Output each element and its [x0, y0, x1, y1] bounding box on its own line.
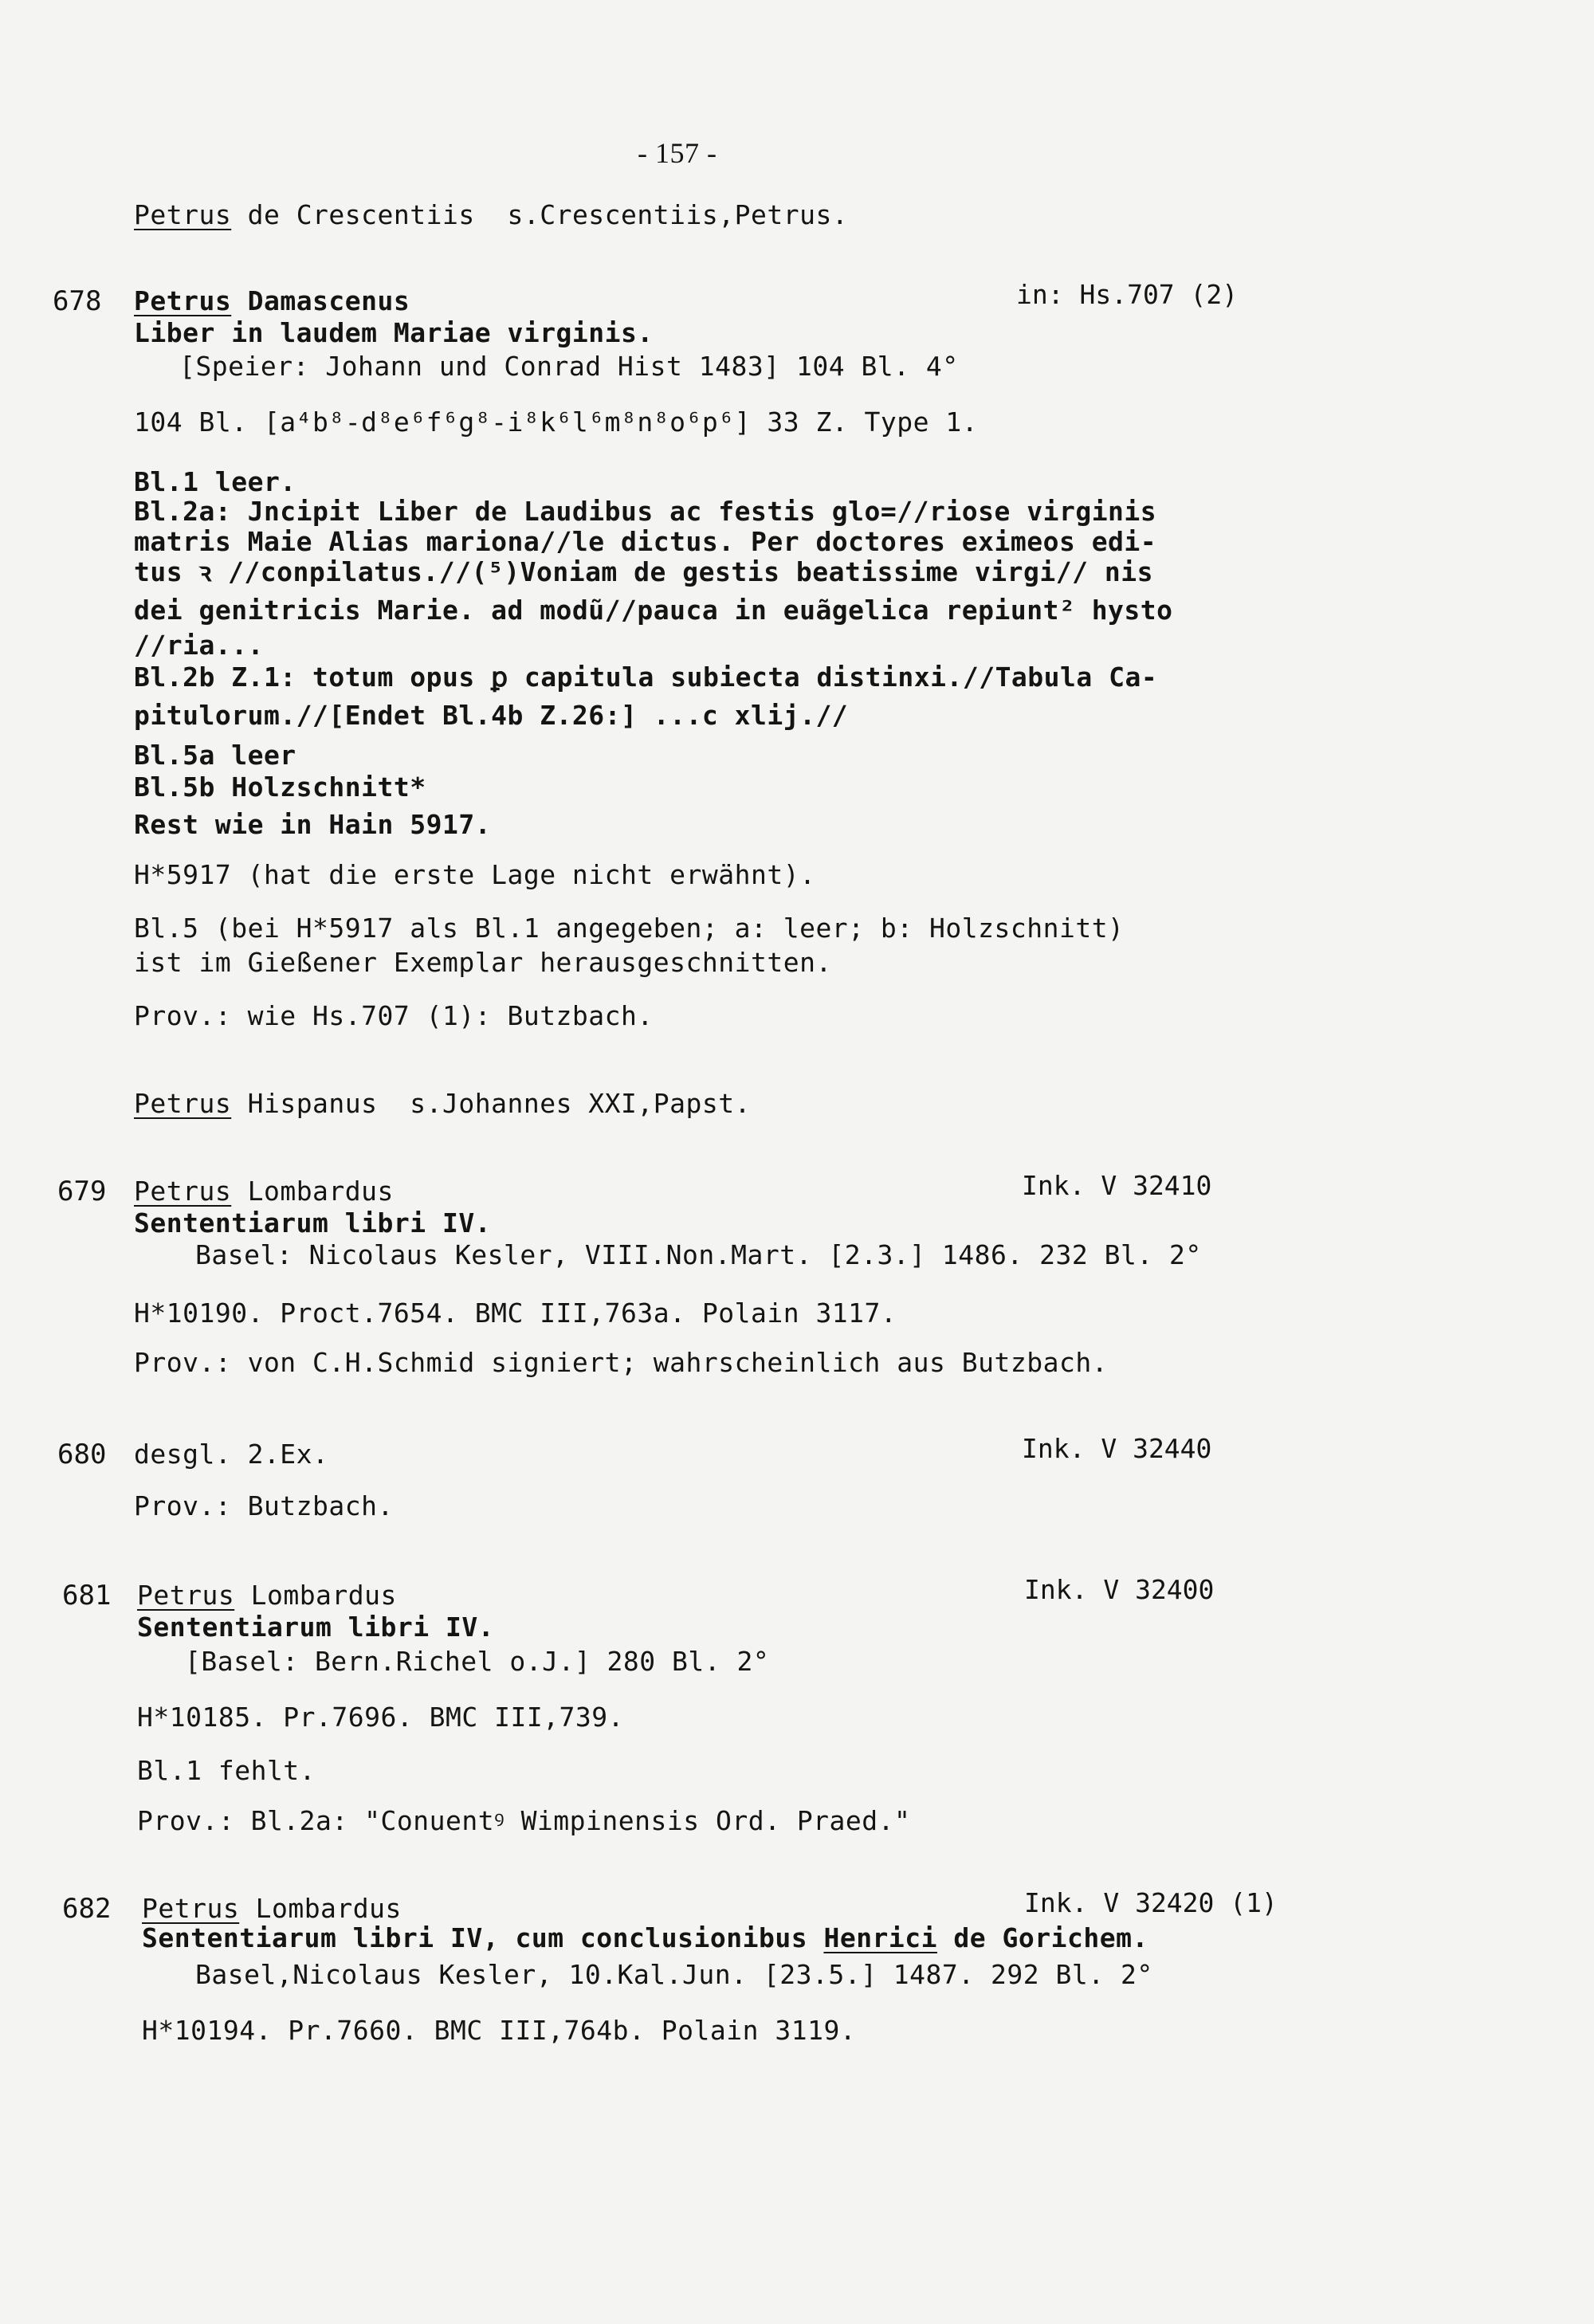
- provenance-line: Prov.: Butzbach.: [134, 1490, 394, 1521]
- description-line: Rest wie in Hain 5917.: [134, 809, 492, 840]
- description-line: Bl.1 leer.: [134, 466, 296, 497]
- shelf-mark: Ink. V 32400: [1024, 1574, 1215, 1605]
- heading-name: Petrus: [134, 1176, 232, 1207]
- cross-reference: [134, 199, 848, 231]
- heading-rest: Damascenus: [231, 285, 410, 316]
- reference-line: H*10190. Proct.7654. BMC III,763a. Polain 3117.: [134, 1297, 897, 1329]
- imprint-line: [Speier: Johann und Conrad Hist 1483] 104 Bl. 4°: [179, 351, 959, 382]
- description-line: pitulorum.//[Endet Bl.4b Z.26:] ...c xlij.//: [134, 700, 849, 731]
- title-line: Liber in laudem Mariae virginis.: [134, 317, 654, 348]
- entry-heading: [134, 285, 410, 317]
- reference-line: H*10194. Pr.7660. BMC III,764b. Polain 3119.: [142, 2015, 857, 2046]
- shelf-mark: Ink. V 32440: [1022, 1433, 1212, 1464]
- cross-reference: [134, 1088, 751, 1120]
- reference-line: H*5917 (hat die erste Lage nicht erwähnt).: [134, 859, 816, 890]
- provenance-line: Prov.: von C.H.Schmid signiert; wahrscheinlich aus Butzbach.: [134, 1347, 1109, 1378]
- entry-heading: [134, 1176, 394, 1207]
- page-number: - 157 -: [638, 137, 717, 169]
- description-line: //ria...: [134, 630, 264, 661]
- title-part: de Gorichem.: [937, 1922, 1148, 1953]
- description-line: tus ꝛ //conpilatus.//(⁵)Voniam de gestis beatissime virgi// nis: [134, 556, 1153, 587]
- imprint-line: Basel,Nicolaus Kesler, 10.Kal.Jun. [23.5.] 1487. 292 Bl. 2°: [195, 1959, 1153, 1990]
- heading-name: Petrus: [142, 1893, 240, 1924]
- entry-heading: desgl. 2.Ex.: [134, 1439, 329, 1470]
- description-line: Bl.2b Z.1: totum opus ꝑ capitula subiecta distinxi.//Tabula Ca-: [134, 661, 1158, 693]
- provenance-line: Prov.: wie Hs.707 (1): Butzbach.: [134, 1000, 654, 1031]
- shelf-mark: Ink. V 32410: [1022, 1170, 1212, 1201]
- title-line: [142, 1922, 1148, 1954]
- entry-number: 682: [62, 1893, 112, 1925]
- reference-line: H*10185. Pr.7696. BMC III,739.: [137, 1702, 625, 1733]
- cross-reference-text: Hispanus s.Johannes XXI,Papst.: [231, 1088, 751, 1119]
- heading-rest: Lombardus: [231, 1176, 394, 1207]
- heading-name: Petrus: [137, 1580, 235, 1611]
- note-line: Bl.5 (bei H*5917 als Bl.1 angegeben; a: leer; b: Holzschnitt): [134, 913, 1125, 944]
- heading-rest: Lombardus: [239, 1893, 402, 1924]
- cross-reference-text: de Crescentiis s.Crescentiis,Petrus.: [231, 199, 849, 230]
- collation-line: 104 Bl. [a⁴b⁸-d⁸e⁶f⁶g⁸-i⁸k⁶l⁶m⁸n⁸o⁶p⁶] 33 Z. Type 1.: [134, 406, 979, 438]
- entry-heading: [137, 1580, 397, 1611]
- description-line: Bl.5a leer: [134, 740, 296, 771]
- title-part: Sententiarum libri IV, cum conclusionibus: [142, 1922, 824, 1953]
- entry-number: 681: [62, 1580, 112, 1611]
- title-line: Sententiarum libri IV.: [134, 1207, 492, 1239]
- entry-number: 678: [53, 285, 102, 317]
- imprint-line: [Basel: Bern.Richel o.J.] 280 Bl. 2°: [185, 1646, 770, 1677]
- heading-name: Petrus: [134, 199, 232, 230]
- shelf-mark: in: Hs.707 (2): [1016, 279, 1239, 310]
- description-line: Bl.2a: Jncipit Liber de Laudibus ac festis glo=//riose virginis: [134, 496, 1157, 527]
- title-name: Henrici: [823, 1922, 938, 1953]
- heading-name: Petrus: [134, 1088, 232, 1119]
- provenance-line: Prov.: Bl.2a: "Conuentꝰ Wimpinensis Ord. Praed.": [137, 1805, 911, 1836]
- description-line: Bl.5b Holzschnitt*: [134, 771, 426, 803]
- imprint-line: Basel: Nicolaus Kesler, VIII.Non.Mart. [2.3.] 1486. 232 Bl. 2°: [195, 1239, 1202, 1270]
- note-line: Bl.1 fehlt.: [137, 1755, 316, 1786]
- shelf-mark: Ink. V 32420 (1): [1024, 1887, 1278, 1918]
- entry-heading: [142, 1893, 402, 1925]
- heading-name: Petrus: [134, 285, 232, 316]
- entry-number: 679: [57, 1176, 107, 1207]
- description-line: dei genitricis Marie. ad modũ//pauca in euãgelica repiunt² hysto: [134, 595, 1173, 626]
- description-line: matris Maie Alias mariona//le dictus. Per doctores eximeos edi-: [134, 526, 1157, 557]
- title-line: Sententiarum libri IV.: [137, 1611, 495, 1643]
- heading-rest: Lombardus: [234, 1580, 397, 1611]
- entry-number: 680: [57, 1439, 107, 1470]
- note-line: ist im Gießener Exemplar herausgeschnitten.: [134, 947, 832, 978]
